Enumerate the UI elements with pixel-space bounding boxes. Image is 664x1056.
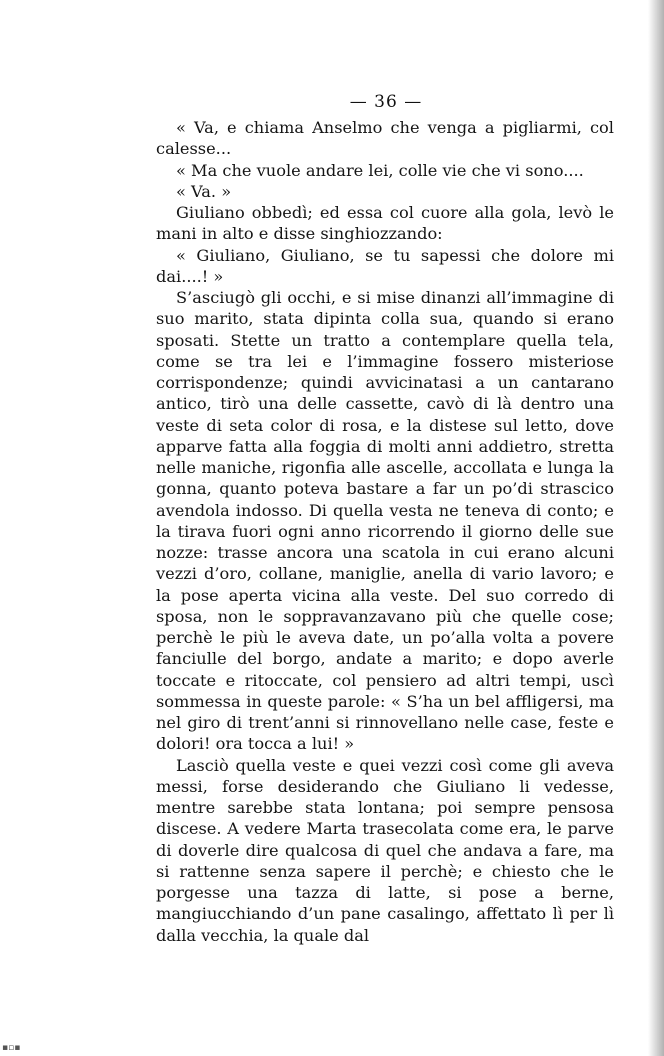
paragraph: Giuliano obbedì; ed essa col cuore alla gola, levò le mani in alto e disse singhiozzando: (156, 203, 614, 244)
paragraph: « Ma che vuole andare lei, colle vie che vi sono.... (176, 160, 584, 180)
body-text (156, 117, 614, 946)
paragraph: « Giuliano, Giuliano, se tu sapessi che dolore mi dai....! » (156, 245, 614, 286)
scan-artifact: ▪▫▪ (2, 1043, 21, 1053)
page-number: — 36 — (349, 92, 423, 112)
paragraph: « Va. » (176, 181, 232, 201)
page-edge-shadow (648, 0, 664, 1056)
paragraph: S’asciugò gli occhi, e si mise dinanzi all’immagine di suo marito, stata dipinta colla sua, quando si erano sposati. Stette un tratto a contemplare quella tela, come se tra lei e l’immagine fossero misteriose corrispondenze; quindi avvicinatasi a un cantarano antico, tirò una delle cassette, cavò di là dentro una veste di seta color di rosa, e la distese sul letto, dove apparve fatta alla foggia di molti anni addietro, stretta nelle maniche, rigonfia alle ascelle, accollata e lunga la gonna, quanto poteva bastare a far un po’di strascico avendola indosso. Di quella vesta ne teneva di conto; e la tirava fuori ogni anno ricorrendo il giorno delle sue nozze: trasse ancora una scatola in cui erano alcuni vezzi d’oro, collane, maniglie, anella di vario lavoro; e la pose aperta vicina alla veste. Del suo corredo di sposa, non le soppravanzavano più che quelle cose; perchè le più le aveva date, un po’alla volta a povere fanciulle del borgo, andate a marito; e dopo averle toccate e ritoccate, col pensiero ad altri tempi, uscì sommessa in queste parole: « S’ha un bel affligersi, ma nel giro di trent’anni si rinnovellano nelle case, feste e dolori! ora tocca a lui! » (156, 288, 614, 754)
paragraph: « Va, e chiama Anselmo che venga a pigliarmi, col calesse... (156, 118, 614, 159)
paragraph: Lasciò quella veste e quei vezzi così come gli aveva messi, forse desiderando che Giuliano li vedesse, mentre sarebbe stata lontana; poi sempre pensosa discese. A vedere Marta trasecolata come era, le parve di doverle dire qualcosa di quel che andava a fare, ma si rattenne senza sapere il perchè; e chiesto che le porgesse una tazza di latte, si pose a berne, mangiucchiando d’un pane casalingo, affettato lì per lì dalla vecchia, la quale dal (156, 755, 614, 945)
